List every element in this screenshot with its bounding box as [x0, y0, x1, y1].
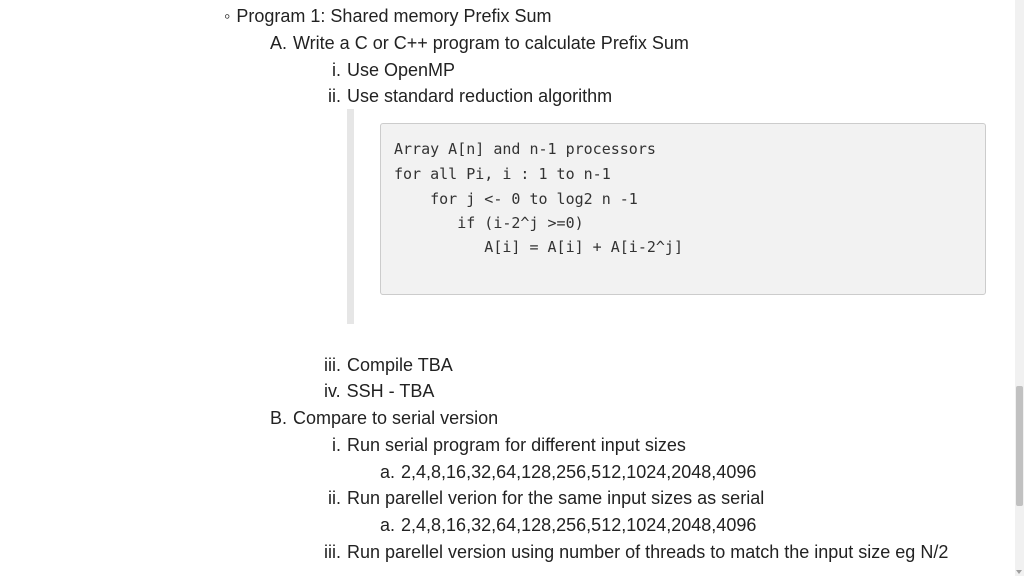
list-item-a-i — [332, 59, 455, 81]
blockquote-bar — [347, 109, 354, 324]
list-item-b-i-a — [380, 461, 756, 483]
list-item-text: 2,4,8,16,32,64,128,256,512,1024,2048,4096 — [401, 462, 757, 482]
list-marker: i. — [332, 435, 341, 455]
list-item-text: Compare to serial version — [293, 408, 499, 428]
list-item-text: Run serial program for different input sizes — [347, 435, 686, 455]
scroll-down-arrow-icon[interactable] — [1016, 570, 1022, 574]
list-marker: a. — [380, 462, 396, 482]
list-item-text: 2,4,8,16,32,64,128,256,512,1024,2048,4096 — [401, 515, 757, 535]
list-item-program-1 — [224, 5, 552, 27]
bullet-marker: ◦ — [224, 6, 231, 26]
list-item-b-iii — [324, 541, 948, 563]
list-marker: B. — [270, 408, 288, 428]
list-item-text: Compile TBA — [347, 355, 453, 375]
code-line: for j <- 0 to log2 n -1 — [394, 190, 638, 208]
list-marker: iv. — [324, 381, 341, 401]
list-item-text: Write a C or C++ program to calculate Prefix Sum — [293, 33, 689, 53]
list-item-b — [270, 407, 498, 429]
list-item-text: Program 1: Shared memory Prefix Sum — [236, 6, 552, 26]
list-item-b-ii-a — [380, 514, 756, 536]
code-block — [380, 123, 986, 295]
list-item-text: Use OpenMP — [347, 60, 456, 80]
list-marker: ii. — [328, 86, 341, 106]
list-item-a — [270, 32, 689, 54]
list-marker: ii. — [328, 488, 341, 508]
list-item-a-ii — [328, 85, 612, 107]
list-item-a-iv — [324, 380, 434, 402]
list-marker: iii. — [324, 542, 341, 562]
code-line: if (i-2^j >=0) — [394, 214, 584, 232]
code-line: A[i] = A[i] + A[i-2^j] — [394, 238, 683, 256]
code-line: for all Pi, i : 1 to n-1 — [394, 165, 611, 183]
list-item-text: Run parellel version using number of threads to match the input size eg N/2 — [347, 542, 949, 562]
list-item-text: SSH - TBA — [346, 381, 435, 401]
list-marker: i. — [332, 60, 341, 80]
list-item-b-ii — [328, 487, 764, 509]
list-marker: A. — [270, 33, 288, 53]
list-marker: a. — [380, 515, 396, 535]
list-item-text: Use standard reduction algorithm — [347, 86, 613, 106]
list-item-a-iii — [324, 354, 453, 376]
list-item-text: Run parellel verion for the same input sizes as serial — [347, 488, 765, 508]
code-line: Array A[n] and n-1 processors — [394, 140, 656, 158]
scrollbar-thumb[interactable] — [1016, 386, 1023, 506]
list-marker: iii. — [324, 355, 341, 375]
list-item-b-i — [332, 434, 686, 456]
